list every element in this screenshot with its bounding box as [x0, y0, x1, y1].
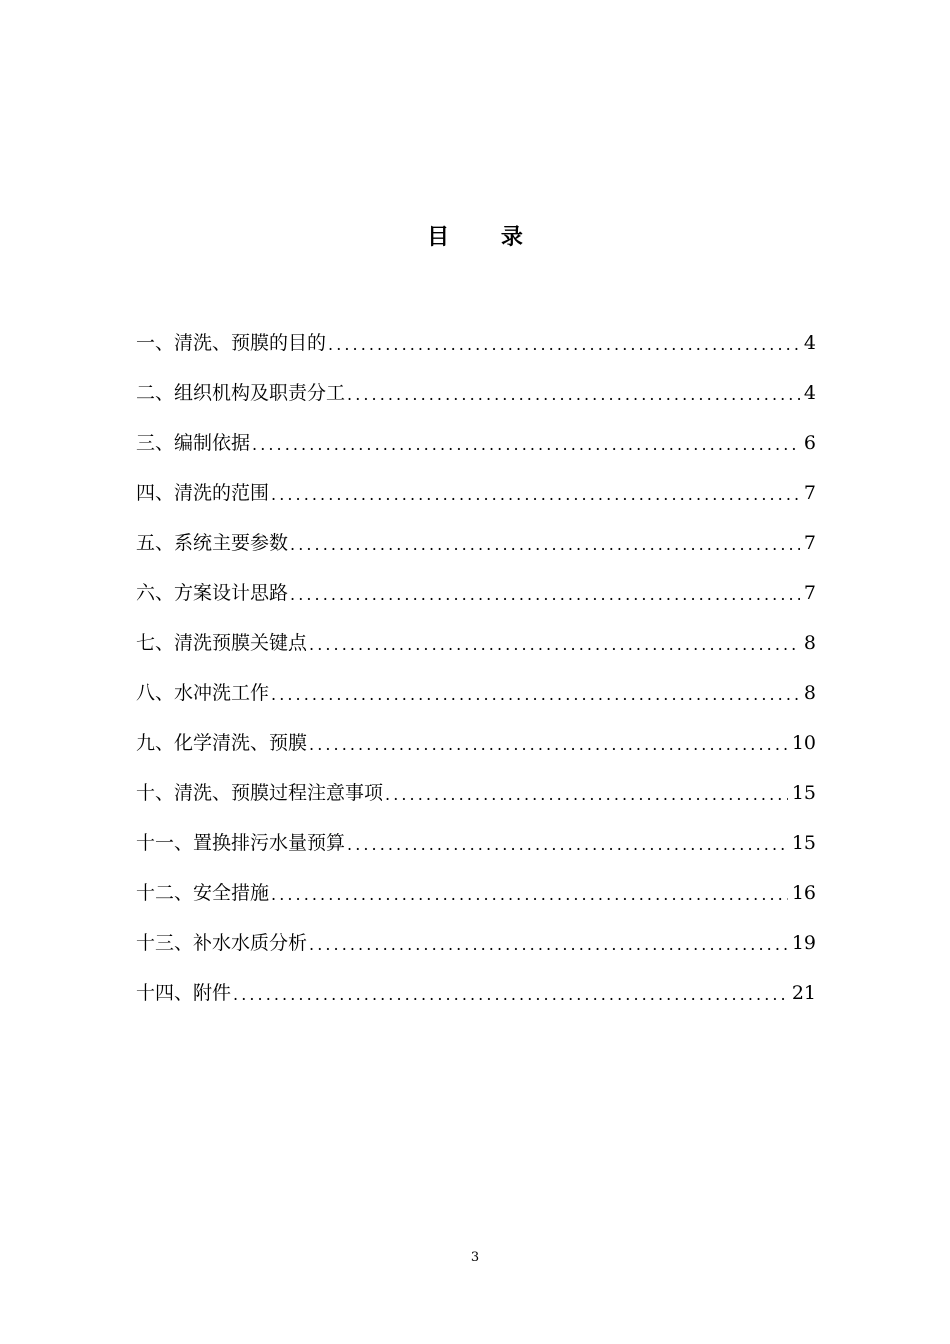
- toc-entry-13[interactable]: [136, 918, 816, 968]
- toc-entry-label: 十三、补水水质分析: [136, 931, 308, 954]
- toc-entry-page: 7: [803, 531, 816, 554]
- toc-entry-label: 四、清洗的范围: [136, 481, 270, 504]
- toc-title-char-1: 目: [427, 224, 450, 250]
- toc-entry-page: 15: [791, 831, 816, 854]
- toc-dot-leader: [290, 587, 800, 603]
- toc-list: [136, 318, 816, 1018]
- toc-entry-page: 7: [803, 581, 816, 604]
- toc-title: [0, 220, 950, 251]
- toc-entry-14[interactable]: [136, 968, 816, 1018]
- toc-entry-label: 六、方案设计思路: [136, 581, 289, 604]
- toc-entry-label: 十二、安全措施: [136, 881, 270, 904]
- toc-entry-label: 二、组织机构及职责分工: [136, 381, 346, 404]
- toc-entry-12[interactable]: [136, 868, 816, 918]
- toc-entry-page: 10: [791, 731, 816, 754]
- toc-entry-page: 6: [803, 431, 816, 454]
- toc-entry-page: 8: [803, 631, 816, 654]
- toc-title-char-2: 录: [500, 224, 523, 250]
- toc-entry-label: 八、水冲洗工作: [136, 681, 270, 704]
- toc-dot-leader: [309, 637, 800, 653]
- toc-dot-leader: [252, 437, 800, 453]
- toc-entry-10[interactable]: [136, 768, 816, 818]
- toc-entry-11[interactable]: [136, 818, 816, 868]
- toc-entry-7[interactable]: [136, 618, 816, 668]
- toc-entry-page: 4: [803, 381, 816, 404]
- toc-entry-2[interactable]: [136, 368, 816, 418]
- toc-dot-leader: [233, 987, 788, 1003]
- toc-entry-4[interactable]: [136, 468, 816, 518]
- toc-dot-leader: [309, 937, 788, 953]
- toc-entry-6[interactable]: [136, 568, 816, 618]
- toc-entry-page: 15: [791, 781, 816, 804]
- toc-dot-leader: [328, 337, 800, 353]
- toc-dot-leader: [347, 387, 800, 403]
- toc-entry-label: 五、系统主要参数: [136, 531, 289, 554]
- toc-dot-leader: [271, 887, 788, 903]
- toc-dot-leader: [309, 737, 788, 753]
- toc-entry-page: 8: [803, 681, 816, 704]
- toc-entry-label: 十四、附件: [136, 981, 232, 1004]
- toc-entry-page: 19: [791, 931, 816, 954]
- toc-entry-9[interactable]: [136, 718, 816, 768]
- toc-entry-page: 21: [791, 981, 816, 1004]
- toc-dot-leader: [385, 787, 788, 803]
- toc-entry-8[interactable]: [136, 668, 816, 718]
- toc-entry-5[interactable]: [136, 518, 816, 568]
- toc-entry-3[interactable]: [136, 418, 816, 468]
- toc-entry-label: 十一、置换排污水量预算: [136, 831, 346, 854]
- toc-entry-page: 7: [803, 481, 816, 504]
- toc-dot-leader: [290, 537, 800, 553]
- toc-entry-label: 一、清洗、预膜的目的: [136, 331, 327, 354]
- toc-entry-page: 16: [791, 881, 816, 904]
- toc-entry-label: 七、清洗预膜关键点: [136, 631, 308, 654]
- toc-entry-label: 三、编制依据: [136, 431, 251, 454]
- toc-dot-leader: [271, 487, 800, 503]
- toc-dot-leader: [271, 687, 800, 703]
- page-number: 3: [470, 1250, 480, 1265]
- toc-entry-label: 九、化学清洗、预膜: [136, 731, 308, 754]
- toc-entry-label: 十、清洗、预膜过程注意事项: [136, 781, 384, 804]
- toc-entry-1[interactable]: [136, 318, 816, 368]
- toc-dot-leader: [347, 837, 788, 853]
- toc-entry-page: 4: [803, 331, 816, 354]
